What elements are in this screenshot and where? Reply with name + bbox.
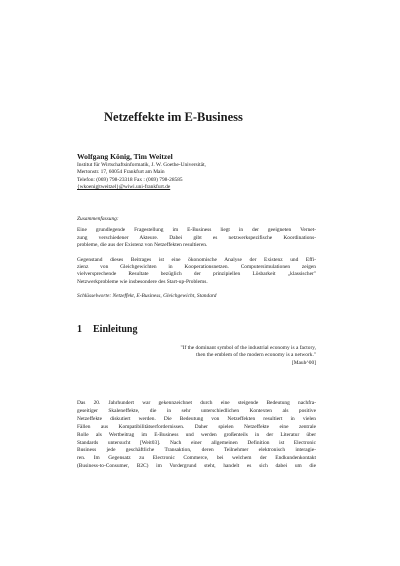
email-link[interactable]: {wkoenig|tweitzel}@wiwi.uni-frankfurt.de [77, 183, 171, 190]
quote-line: then the emblem of the modern economy is a network." [196, 352, 316, 359]
section-number: 1 [77, 324, 82, 335]
affiliation-line: Mertonstr. 17, 60054 Frankfurt am Main [77, 169, 165, 176]
abstract-line: probleme, die aus der Existenz von Netzeffekten resultieren. [77, 242, 208, 249]
section-heading [77, 324, 137, 335]
abstract-line: Gegenstand dieses Beitrages ist eine ökonomische Analyse der Existenz und Effi- [77, 256, 316, 263]
body-line: Business jede geschäftliche Transaktion, deren Teilnehmer elektronisch interagie- [77, 447, 316, 454]
body-line: Rolle als Wertbeitrag im E-Business und werden großenteils in der Literatur über [77, 431, 316, 438]
epigraph-quote [96, 345, 316, 367]
body-line: Netzeffekte diskutiert werden. Die Bedeutung von Netzeffekten resultiert in vielen [77, 415, 316, 422]
body-line: Fällen aus Kompatibilitätserfordernissen. Daher spielen Netzeffekte eine zentrale [77, 423, 316, 430]
abstract-line: zung verschiedener Akteure. Dabei gibt es netzwerkspezifische Koordinations- [77, 234, 316, 241]
quote-source: [Mauh^00] [291, 359, 316, 366]
keywords: Schlüsselworte: Netzeffekt, E-Business, Gleichgewicht, Standard [77, 293, 217, 300]
body-line: Das 20. Jahrhundert war gekennzeichnet durch eine steigende Bedeutung nachfra- [77, 400, 316, 406]
abstract-line: Eine grundlegende Fragestellung im E-Business liegt in der geeigneten Vernet- [77, 227, 316, 234]
body-line: geseitiger Skaleneffekte, die in sehr unterschiedlichen Kontexten als positive [77, 407, 316, 414]
body-line: Standards untersucht [Weit03]. Nach einer allgemeinen Definition ist Electronic [77, 439, 316, 446]
body-line: ren. Im Gegensatz zu Electronic Commerce, bei welchem der Endkundenkontakt [77, 455, 316, 462]
affiliation-line: Institut für Wirtschaftsinformatik, J. W. Goethe-Universität, [77, 162, 206, 168]
abstract-line: zienz von Gleichgewichten in Kooperationsnetzen. Computersimulationen zeigen [77, 264, 316, 271]
abstract-line: vielversprechende Resultate bezüglich der prinzipiellen Lösbarkeit „klassischer" [77, 271, 316, 278]
quote-line: "If the dominant symbol of the industrial economy is a factory, [180, 345, 316, 351]
author-affiliation [77, 162, 206, 191]
author-names: Wolfgang König, Tim Weitzel [77, 152, 173, 161]
abstract-label: Zusammenfassung: [77, 216, 119, 222]
body-line: (Business-to-Consumer, B2C) im Vordergrund steht, handelt es sich dabei um die [77, 463, 316, 470]
abstract-paragraph-2 [77, 257, 316, 287]
paper-title: Netzeffekte im E-Business [104, 110, 243, 124]
abstract [77, 216, 316, 301]
affiliation-line: Telefon: (069) 798-23318 Fax : (069) 798-28585 [77, 176, 183, 183]
abstract-paragraph-1 [77, 227, 316, 249]
abstract-line: Netzwerkprobleme wie insbesondere des Start-up-Problems. [77, 278, 208, 285]
body-paragraph [77, 400, 316, 471]
section-title: Einleitung [93, 324, 138, 335]
